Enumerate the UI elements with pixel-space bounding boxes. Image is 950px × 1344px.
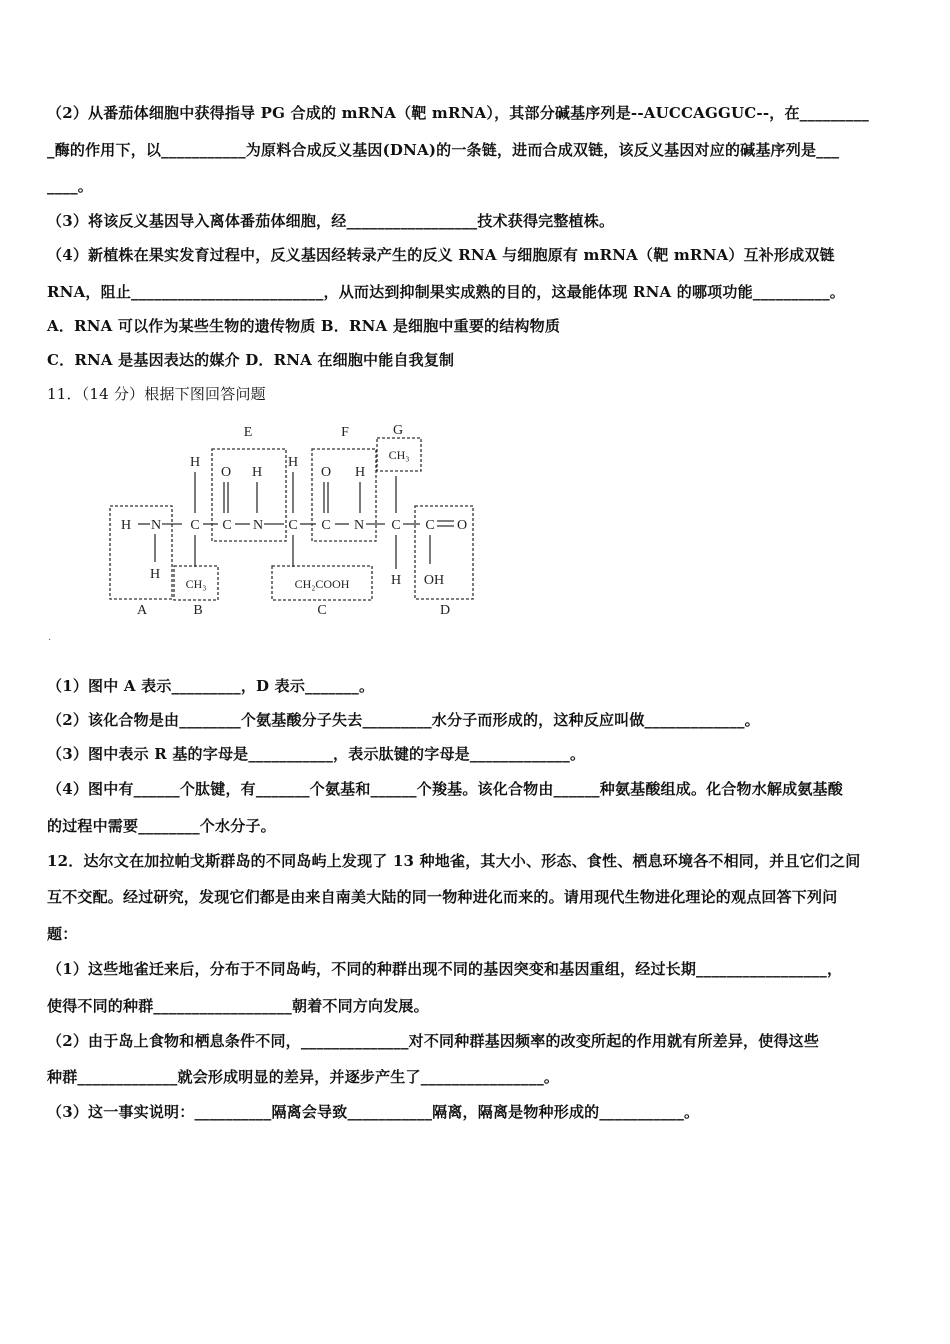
atom-oh: OH xyxy=(423,573,445,588)
atom-ch3: CH₃ xyxy=(185,577,207,591)
peptide-structure-diagram xyxy=(100,414,490,644)
option-ab: A．RNA 可以作为某些生物的遗传物质 B．RNA 是细胞中重要的结构物质 xyxy=(47,317,561,335)
text-line: （4）图中有______个肽键，有_______个氨基和______个羧基。该化合物由______种氨基酸组成。化合物水解成氨基酸 xyxy=(47,780,843,798)
atom-n: N xyxy=(252,518,264,533)
text-line: 的过程中需要________个水分子。 xyxy=(47,817,276,835)
atom-c: C xyxy=(321,518,331,533)
atom-h: H xyxy=(390,573,402,588)
text-line: 种群_____________就会形成明显的差异，并逐步产生了________________。 xyxy=(47,1068,560,1086)
atom-c: C xyxy=(190,518,200,533)
atom-h: H xyxy=(189,455,201,470)
text-line: （4）新植株在果实发育过程中，反义基因经转录产生的反义 RNA 与细胞原有 mRNA（靶 mRNA）互补形成双链 xyxy=(47,246,835,264)
box-a xyxy=(110,506,172,599)
label-f: F xyxy=(341,425,349,440)
atom-o: O xyxy=(220,465,232,480)
atom-h: H xyxy=(149,567,161,582)
atom-n: N xyxy=(150,518,162,533)
label-b: B xyxy=(193,603,203,618)
atom-c: C xyxy=(288,518,298,533)
atom-n: N xyxy=(353,518,365,533)
text-line: 使得不同的种群__________________朝着不同方向发展。 xyxy=(47,997,429,1015)
stray-mark: . xyxy=(48,632,52,643)
label-d: D xyxy=(439,603,451,618)
atom-o: O xyxy=(320,465,332,480)
label-c: C xyxy=(317,603,327,618)
atom-h: H xyxy=(251,465,263,480)
text-line: _酶的作用下，以___________为原料合成反义基因(DNA)的一条链，进而合成双链，该反义基因对应的碱基序列是___ xyxy=(47,141,840,159)
question-11-heading: 11．（14 分）根据下图回答问题 xyxy=(47,385,266,403)
label-a: A xyxy=(136,603,148,618)
option-cd: C．RNA 是基因表达的媒介 D．RNA 在细胞中能自我复制 xyxy=(47,351,455,369)
text-line: （3）这一事实说明：__________隔离会导致___________隔离，隔离是物种形成的___________。 xyxy=(47,1103,700,1121)
atom-c: C xyxy=(222,518,232,533)
label-g: G xyxy=(392,423,404,438)
atom-ch3: CH₃ xyxy=(388,448,410,462)
text-line: （1）图中 A 表示_________，D 表示_______。 xyxy=(47,677,375,695)
text-line: RNA，阻止_________________________，从而达到抑制果实成熟的目的，这最能体现 RNA 的哪项功能__________。 xyxy=(47,283,845,301)
text-line: （2）从番茄体细胞中获得指导 PG 合成的 mRNA（靶 mRNA），其部分碱基序列是--AUCCAGGUC--，在_________ xyxy=(47,104,869,122)
atom-h: H xyxy=(120,518,132,533)
text-line: （3）将该反义基因导入离体番茄体细胞，经_________________技术获得完整植株。 xyxy=(47,212,615,230)
text-line: 互不交配。经过研究，发现它们都是由来自南美大陆的同一物种进化而来的。请用现代生物进化理论的观点回答下列问 xyxy=(47,888,838,906)
text-line: （3）图中表示 R 基的字母是___________，表示肽键的字母是_____________。 xyxy=(47,745,586,763)
atom-c: C xyxy=(425,518,435,533)
atom-c: C xyxy=(391,518,401,533)
text-line: （1）这些地雀迁来后，分布于不同岛屿，不同的种群出现不同的基因突变和基因重组，经过长期_________________， xyxy=(47,960,843,978)
text-line: 12．达尔文在加拉帕戈斯群岛的不同岛屿上发现了 13 种地雀，其大小、形态、食性、栖息环境各不相同，并且它们之间 xyxy=(47,852,861,870)
text-line: （2）该化合物是由________个氨基酸分子失去_________水分子而形成的，这种反应叫做_____________。 xyxy=(47,711,760,729)
text-line: ____。 xyxy=(47,177,94,195)
atom-h: H xyxy=(354,465,366,480)
atom-h: H xyxy=(287,455,299,470)
atom-ch2cooh: CH₂COOH xyxy=(294,577,350,591)
text-line: 题： xyxy=(47,925,78,943)
atom-o: O xyxy=(456,518,468,533)
label-e: E xyxy=(243,425,253,440)
text-line: （2）由于岛上食物和栖息条件不同，______________对不同种群基因频率的改变所起的作用就有所差异，使得这些 xyxy=(47,1032,820,1050)
